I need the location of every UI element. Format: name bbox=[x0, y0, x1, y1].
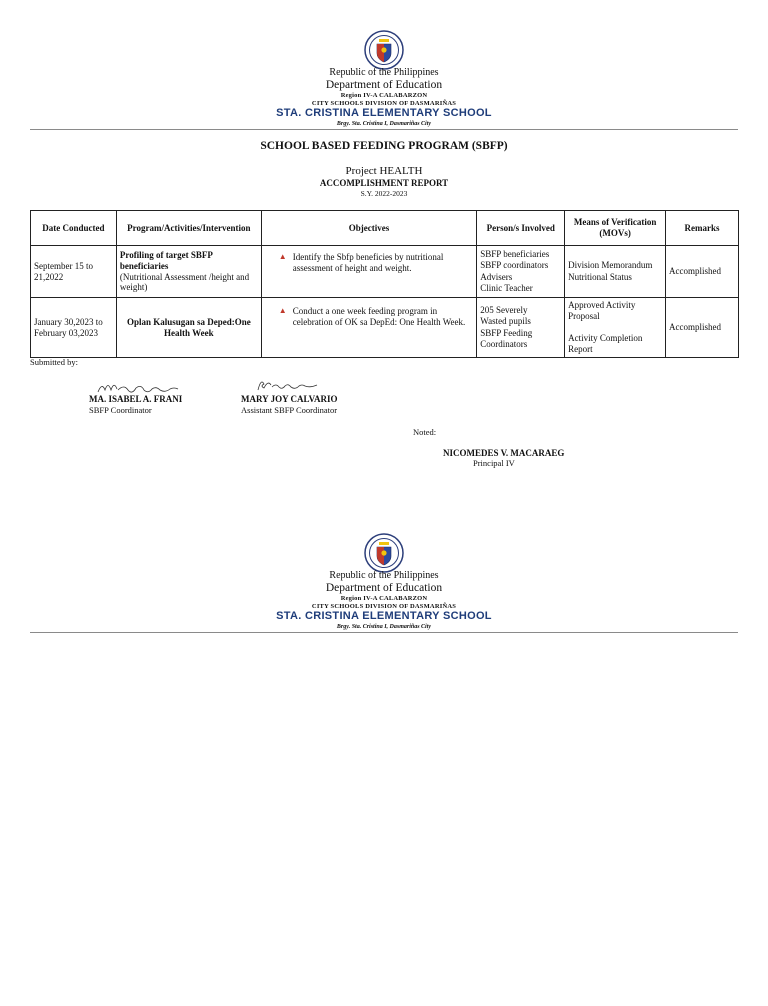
school-address: Brgy. Sta. Cristina I, Dasmariñas City bbox=[336, 121, 432, 127]
signer-role: Assistant SBFP Coordinator bbox=[241, 405, 338, 415]
footer-divider bbox=[30, 632, 738, 633]
column-header: Remarks bbox=[666, 211, 739, 246]
mov-item: Division Memorandum bbox=[568, 260, 653, 271]
region-text: Region IV-A CALABARZON bbox=[340, 92, 428, 99]
program-cell: Oplan Kalusugan sa Deped:One Health Week bbox=[116, 298, 261, 358]
persons-cell bbox=[477, 298, 565, 358]
mov-item: Nutritional Status bbox=[568, 271, 632, 282]
objective-text: Conduct a one week feeding program in celebration of OK sa DepEd: One Health Week. bbox=[292, 306, 466, 327]
deped-seal-icon bbox=[364, 30, 404, 70]
movs-cell bbox=[565, 298, 666, 358]
program-name: Profiling of target SBFP beneficiaries bbox=[119, 249, 213, 271]
program-title: SCHOOL BASED FEEDING PROGRAM (SBFP) bbox=[260, 140, 508, 152]
signer-name: NICOMEDES V. MACARAEG bbox=[443, 448, 565, 458]
deped-seal-icon bbox=[364, 533, 404, 573]
arrow-bullet-icon: ▲ bbox=[278, 306, 287, 315]
person-item: SBFP beneficiaries bbox=[480, 249, 550, 259]
person-item: Wasted pupils bbox=[480, 316, 531, 327]
table-row bbox=[31, 246, 739, 298]
department-text: Department of Education bbox=[325, 582, 443, 594]
table-row bbox=[31, 298, 739, 358]
school-name: STA. CRISTINA ELEMENTARY SCHOOL bbox=[276, 610, 492, 622]
objective-cell bbox=[261, 246, 477, 298]
person-item: SBFP Feeding bbox=[480, 327, 533, 338]
column-header: Objectives bbox=[261, 211, 477, 246]
header-divider bbox=[30, 129, 738, 130]
school-address: Brgy. Sta. Cristina I, Dasmariñas City bbox=[336, 624, 432, 630]
project-title: Project HEALTH bbox=[345, 165, 423, 177]
program-note: (Nutritional Assessment /height and weight) bbox=[119, 271, 250, 293]
program-cell bbox=[116, 246, 261, 298]
person-item: Advisers bbox=[480, 271, 513, 282]
person-item: 205 Severely bbox=[480, 305, 528, 315]
mov-item: Activity Completion Report bbox=[568, 332, 643, 354]
person-item: SBFP coordinators bbox=[480, 260, 549, 271]
arrow-bullet-icon: ▲ bbox=[278, 252, 287, 261]
school-year: S.Y. 2022-2023 bbox=[360, 189, 408, 198]
signer-role: SBFP Coordinator bbox=[89, 405, 152, 415]
objective-text: Identify the Sbfp beneficies by nutritional assessment of height and weight. bbox=[292, 252, 444, 273]
report-type: ACCOMPLISHMENT REPORT bbox=[319, 178, 449, 188]
submitted-label: Submitted by: bbox=[30, 357, 78, 367]
objective-cell bbox=[261, 298, 477, 358]
school-name: STA. CRISTINA ELEMENTARY SCHOOL bbox=[276, 107, 492, 119]
mov-item: Approved Activity Proposal bbox=[568, 300, 636, 322]
person-item: Clinic Teacher bbox=[480, 282, 533, 293]
remarks-cell: Accomplished bbox=[666, 298, 739, 358]
department-text: Department of Education bbox=[325, 79, 443, 91]
region-text: Region IV-A CALABARZON bbox=[340, 595, 428, 602]
noted-label: Noted: bbox=[413, 427, 437, 437]
remarks-cell: Accomplished bbox=[666, 246, 739, 298]
column-header: Date Conducted bbox=[31, 211, 117, 246]
calvario-signature-icon bbox=[256, 378, 328, 392]
signer-name: MA. ISABEL A. FRANI bbox=[89, 394, 183, 404]
republic-text: Republic of the Philippines bbox=[329, 67, 439, 78]
date-cell: September 15 to 21,2022 bbox=[31, 246, 117, 298]
column-header: Program/Activities/Intervention bbox=[116, 211, 261, 246]
accomplishment-table bbox=[30, 210, 739, 358]
column-header: Means of Verification (MOVs) bbox=[565, 211, 666, 246]
column-header: Person/s Involved bbox=[477, 211, 565, 246]
signer-role: Principal IV bbox=[473, 458, 515, 468]
division-text: CITY SCHOOLS DIVISION OF DASMARIÑAS bbox=[311, 603, 457, 610]
division-text: CITY SCHOOLS DIVISION OF DASMARIÑAS bbox=[311, 100, 457, 107]
republic-text: Republic of the Philippines bbox=[329, 570, 439, 581]
signer-name: MARY JOY CALVARIO bbox=[241, 394, 338, 404]
persons-cell bbox=[477, 246, 565, 298]
date-cell: January 30,2023 to February 03,2023 bbox=[31, 298, 117, 358]
person-item: Coordinators bbox=[480, 338, 528, 349]
table-header-row bbox=[31, 211, 739, 246]
movs-cell bbox=[565, 246, 666, 298]
frani-signature-icon bbox=[96, 381, 182, 395]
